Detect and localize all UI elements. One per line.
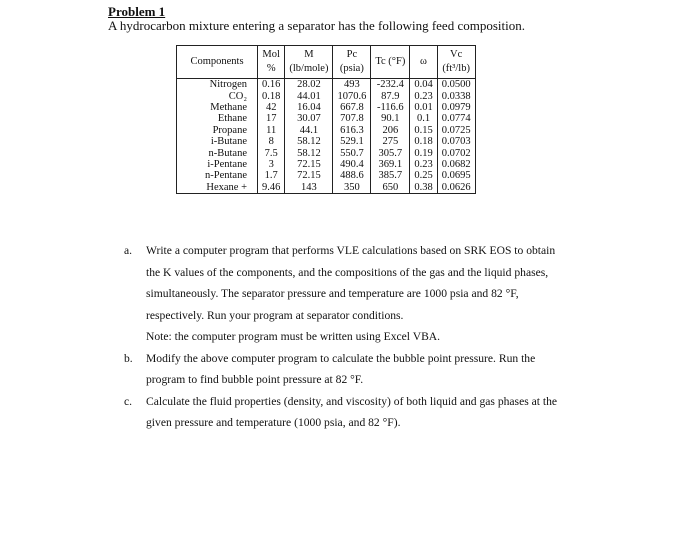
cell-mol-percent: 17 bbox=[258, 113, 285, 124]
question-list bbox=[124, 240, 624, 434]
cell-critical-volume: 0.0774 bbox=[437, 113, 475, 124]
cell-acentric-factor: 0.23 bbox=[410, 159, 437, 170]
table-row bbox=[177, 79, 476, 91]
problem-title: Problem 1 bbox=[108, 4, 166, 19]
cell-critical-volume: 0.0979 bbox=[437, 102, 475, 113]
header-line2: % bbox=[266, 63, 276, 74]
header-line1: Tc (°F) bbox=[375, 56, 406, 67]
table-row bbox=[177, 147, 476, 158]
header-pc bbox=[333, 46, 371, 79]
cell-critical-temperature: 87.9 bbox=[371, 90, 410, 101]
cell-critical-temperature: 650 bbox=[371, 182, 410, 194]
question-line: Modify the above computer program to calculate the bubble point pressure. Run the bbox=[146, 351, 536, 365]
feed-composition-table bbox=[176, 45, 476, 194]
cell-molar-mass: 58.12 bbox=[285, 136, 333, 147]
header-line2: (lb/mole) bbox=[289, 63, 329, 74]
cell-component: Nitrogen bbox=[177, 79, 258, 91]
cell-critical-volume: 0.0702 bbox=[437, 147, 475, 158]
cell-critical-pressure: 350 bbox=[333, 182, 371, 194]
cell-mol-percent: 0.16 bbox=[258, 79, 285, 91]
cell-critical-pressure: 616.3 bbox=[333, 125, 371, 136]
cell-critical-pressure: 488.6 bbox=[333, 170, 371, 181]
cell-acentric-factor: 0.04 bbox=[410, 79, 437, 91]
cell-critical-pressure: 707.8 bbox=[333, 113, 371, 124]
cell-molar-mass: 143 bbox=[285, 182, 333, 194]
cell-critical-volume: 0.0725 bbox=[437, 125, 475, 136]
table-row bbox=[177, 159, 476, 170]
cell-component: i-Butane bbox=[177, 136, 258, 147]
table-row bbox=[177, 182, 476, 194]
table-row bbox=[177, 170, 476, 181]
cell-critical-pressure: 529.1 bbox=[333, 136, 371, 147]
cell-mol-percent: 42 bbox=[258, 102, 285, 113]
table-row bbox=[177, 90, 476, 101]
cell-mol-percent: 0.18 bbox=[258, 90, 285, 101]
header-vc bbox=[437, 46, 475, 79]
cell-mol-percent: 8 bbox=[258, 136, 285, 147]
question-item bbox=[124, 240, 624, 348]
cell-acentric-factor: 0.18 bbox=[410, 136, 437, 147]
header-line1: Mol bbox=[262, 49, 280, 60]
cell-component: n-Butane bbox=[177, 147, 258, 158]
table-row bbox=[177, 125, 476, 136]
cell-acentric-factor: 0.19 bbox=[410, 147, 437, 158]
question-line: given pressure and temperature (1000 psia, and 82 °F). bbox=[146, 416, 401, 429]
cell-acentric-factor: 0.01 bbox=[410, 102, 437, 113]
cell-component: n-Pentane bbox=[177, 170, 258, 181]
cell-component: Propane bbox=[177, 125, 258, 136]
cell-molar-mass: 30.07 bbox=[285, 113, 333, 124]
cell-critical-temperature: 305.7 bbox=[371, 147, 410, 158]
header-line2: (ft³/lb) bbox=[442, 63, 470, 74]
cell-mol-percent: 1.7 bbox=[258, 170, 285, 181]
cell-mol-percent: 7.5 bbox=[258, 147, 285, 158]
cell-acentric-factor: 0.23 bbox=[410, 90, 437, 101]
cell-critical-volume: 0.0703 bbox=[437, 136, 475, 147]
header-line1: M bbox=[304, 49, 314, 60]
question-line: simultaneously. The separator pressure and temperature are 1000 psia and 82 °F, bbox=[146, 287, 519, 300]
cell-critical-temperature: 275 bbox=[371, 136, 410, 147]
question-text bbox=[146, 391, 624, 434]
table-header-row bbox=[177, 46, 476, 79]
cell-critical-volume: 0.0682 bbox=[437, 159, 475, 170]
cell-molar-mass: 44.01 bbox=[285, 90, 333, 101]
question-letter: a. bbox=[124, 244, 133, 257]
cell-molar-mass: 28.02 bbox=[285, 79, 333, 91]
cell-component: Methane bbox=[177, 102, 258, 113]
cell-critical-volume: 0.0338 bbox=[437, 90, 475, 101]
header-tc bbox=[371, 46, 410, 79]
cell-molar-mass: 44.1 bbox=[285, 125, 333, 136]
cell-critical-volume: 0.0500 bbox=[437, 79, 475, 91]
cell-critical-temperature: 369.1 bbox=[371, 159, 410, 170]
cell-acentric-factor: 0.25 bbox=[410, 170, 437, 181]
header-line1: Vc bbox=[450, 49, 463, 60]
question-item bbox=[124, 391, 624, 434]
problem-intro: A hydrocarbon mixture entering a separator has the following feed composition. bbox=[108, 18, 525, 33]
header-line1: Components bbox=[190, 56, 244, 67]
question-text bbox=[146, 240, 624, 348]
cell-mol-percent: 11 bbox=[258, 125, 285, 136]
cell-component: Hexane + bbox=[177, 182, 258, 194]
question-line: respectively. Run your program at separator conditions. bbox=[146, 308, 404, 322]
cell-component: CO₂ bbox=[177, 90, 258, 101]
question-line: Write a computer program that performs VLE calculations based on SRK EOS to obtain bbox=[146, 244, 556, 257]
cell-component: Ethane bbox=[177, 113, 258, 124]
question-letter: b. bbox=[124, 351, 133, 365]
cell-critical-temperature: -116.6 bbox=[371, 102, 410, 113]
table-body bbox=[177, 79, 476, 194]
cell-molar-mass: 72.15 bbox=[285, 159, 333, 170]
cell-critical-temperature: -232.4 bbox=[371, 79, 410, 91]
header-molar-mass bbox=[285, 46, 333, 79]
header-line1: ω bbox=[420, 56, 427, 67]
cell-critical-pressure: 490.4 bbox=[333, 159, 371, 170]
table-row bbox=[177, 113, 476, 124]
cell-molar-mass: 72.15 bbox=[285, 170, 333, 181]
cell-critical-temperature: 90.1 bbox=[371, 113, 410, 124]
cell-critical-temperature: 385.7 bbox=[371, 170, 410, 181]
question-line: Calculate the fluid properties (density, and viscosity) of both liquid and gas phases at the bbox=[146, 394, 558, 408]
header-components bbox=[177, 46, 258, 79]
header-line1: Pc bbox=[346, 49, 358, 60]
cell-critical-volume: 0.0626 bbox=[437, 182, 475, 194]
header-line2: (psia) bbox=[339, 63, 364, 74]
header-omega bbox=[410, 46, 437, 79]
question-text bbox=[146, 348, 624, 391]
table-row bbox=[177, 136, 476, 147]
question-line: program to find bubble point pressure at 82 °F. bbox=[146, 373, 364, 386]
cell-acentric-factor: 0.1 bbox=[410, 113, 437, 124]
cell-mol-percent: 3 bbox=[258, 159, 285, 170]
cell-critical-pressure: 493 bbox=[333, 79, 371, 91]
cell-molar-mass: 58.12 bbox=[285, 147, 333, 158]
question-item bbox=[124, 348, 624, 391]
cell-molar-mass: 16.04 bbox=[285, 102, 333, 113]
cell-critical-pressure: 667.8 bbox=[333, 102, 371, 113]
cell-acentric-factor: 0.38 bbox=[410, 182, 437, 194]
cell-critical-temperature: 206 bbox=[371, 125, 410, 136]
question-line: Note: the computer program must be written using Excel VBA. bbox=[146, 330, 441, 343]
cell-critical-pressure: 550.7 bbox=[333, 147, 371, 158]
cell-mol-percent: 9.46 bbox=[258, 182, 285, 194]
cell-component: i-Pentane bbox=[177, 159, 258, 170]
table-row bbox=[177, 102, 476, 113]
cell-critical-volume: 0.0695 bbox=[437, 170, 475, 181]
cell-acentric-factor: 0.15 bbox=[410, 125, 437, 136]
cell-critical-pressure: 1070.6 bbox=[333, 90, 371, 101]
question-line: the K values of the components, and the compositions of the gas and the liquid phases, bbox=[146, 265, 549, 279]
question-letter: c. bbox=[124, 394, 133, 408]
header-mol bbox=[258, 46, 285, 79]
